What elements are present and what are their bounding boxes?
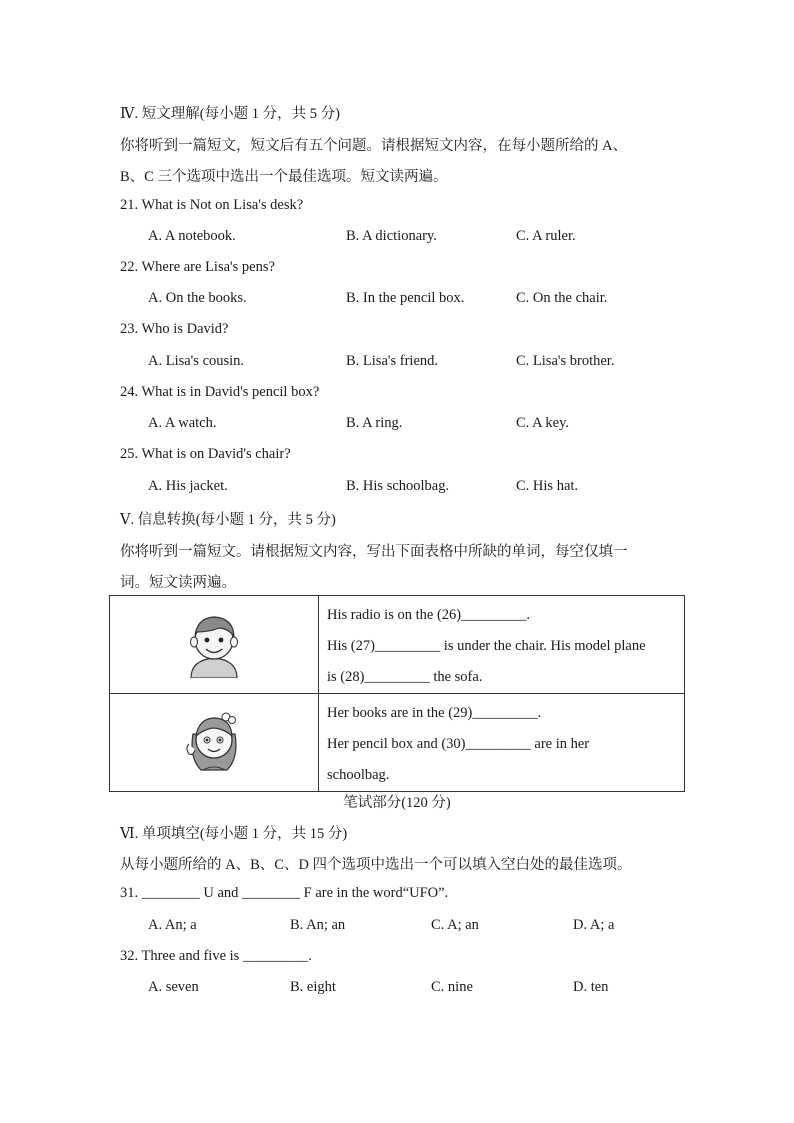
q23-option-a: A. Lisa's cousin. [148, 353, 245, 369]
question-25: 25. What is on David's chair? [120, 446, 291, 462]
q22-option-b: B. In the pencil box. [346, 290, 465, 306]
question-32: 32. Three and five is _________. [120, 948, 312, 964]
q23-option-b: B. Lisa's friend. [346, 353, 439, 369]
boy-picture-cell [110, 596, 319, 694]
section-6-heading: Ⅵ. 单项填空(每小题 1 分，共 15 分) [120, 826, 348, 842]
girl-picture-cell [110, 694, 319, 792]
section-5-instruction-2: 词。短文读两遍。 [120, 575, 236, 591]
written-part-title: 笔试部分(120 分) [343, 795, 451, 811]
section-4-instruction-1: 你将听到一篇短文，短文后有五个问题。请根据短文内容，在每小题所给的 A、 [120, 138, 628, 154]
table-row [110, 596, 685, 694]
girl-illustration [179, 704, 249, 776]
q32-option-d: D. ten [573, 979, 609, 995]
q31-option-b: B. An; an [290, 917, 346, 933]
q24-option-b: B. A ring. [346, 415, 403, 431]
row2-line1: Her books are in the (29)_________. [327, 705, 542, 721]
q32-option-b: B. eight [290, 979, 336, 995]
q25-option-c: C. His hat. [516, 478, 579, 494]
q22-option-c: C. On the chair. [516, 290, 608, 306]
q25-option-b: B. His schoolbag. [346, 478, 450, 494]
girl-text-cell [319, 694, 685, 792]
question-23: 23. Who is David? [120, 321, 229, 337]
q24-option-a: A. A watch. [148, 415, 217, 431]
row2-line3: schoolbag. [327, 767, 390, 783]
boy-text-cell [319, 596, 685, 694]
q32-option-a: A. seven [148, 979, 199, 995]
question-24: 24. What is in David's pencil box? [120, 384, 320, 400]
boy-illustration [179, 606, 249, 678]
row1-line1: His radio is on the (26)_________. [327, 607, 530, 623]
question-21: 21. What is Not on Lisa's desk? [120, 197, 304, 213]
info-table [109, 595, 685, 792]
section-4-instruction-2: B、C 三个选项中选出一个最佳选项。短文读两遍。 [120, 169, 448, 185]
question-31: 31. ________ U and ________ F are in the word“UFO”. [120, 885, 449, 901]
q24-option-c: C. A key. [516, 415, 570, 431]
row1-line3: is (28)_________ the sofa. [327, 669, 483, 685]
q21-option-a: A. A notebook. [148, 228, 236, 244]
section-4-heading: Ⅳ. 短文理解(每小题 1 分，共 5 分) [120, 106, 340, 122]
section-5-instruction-1: 你将听到一篇短文。请根据短文内容，写出下面表格中所缺的单词，每空仅填一 [120, 544, 628, 560]
question-22: 22. Where are Lisa's pens? [120, 259, 275, 275]
q31-option-a: A. An; a [148, 917, 197, 933]
q21-option-b: B. A dictionary. [346, 228, 437, 244]
q31-option-d: D. A; a [573, 917, 615, 933]
q23-option-c: C. Lisa's brother. [516, 353, 615, 369]
q31-option-c: C. A; an [431, 917, 479, 933]
row1-line2: His (27)_________ is under the chair. His model plane [327, 638, 646, 654]
section-6-instruction: 从每小题所给的 A、B、C、D 四个选项中选出一个可以填入空白处的最佳选项。 [120, 857, 632, 873]
table-row [110, 694, 685, 792]
section-5-heading: Ⅴ. 信息转换(每小题 1 分，共 5 分) [120, 512, 336, 528]
row2-line2: Her pencil box and (30)_________ are in her [327, 736, 590, 752]
q25-option-a: A. His jacket. [148, 478, 228, 494]
q32-option-c: C. nine [431, 979, 473, 995]
q22-option-a: A. On the books. [148, 290, 247, 306]
q21-option-c: C. A ruler. [516, 228, 576, 244]
